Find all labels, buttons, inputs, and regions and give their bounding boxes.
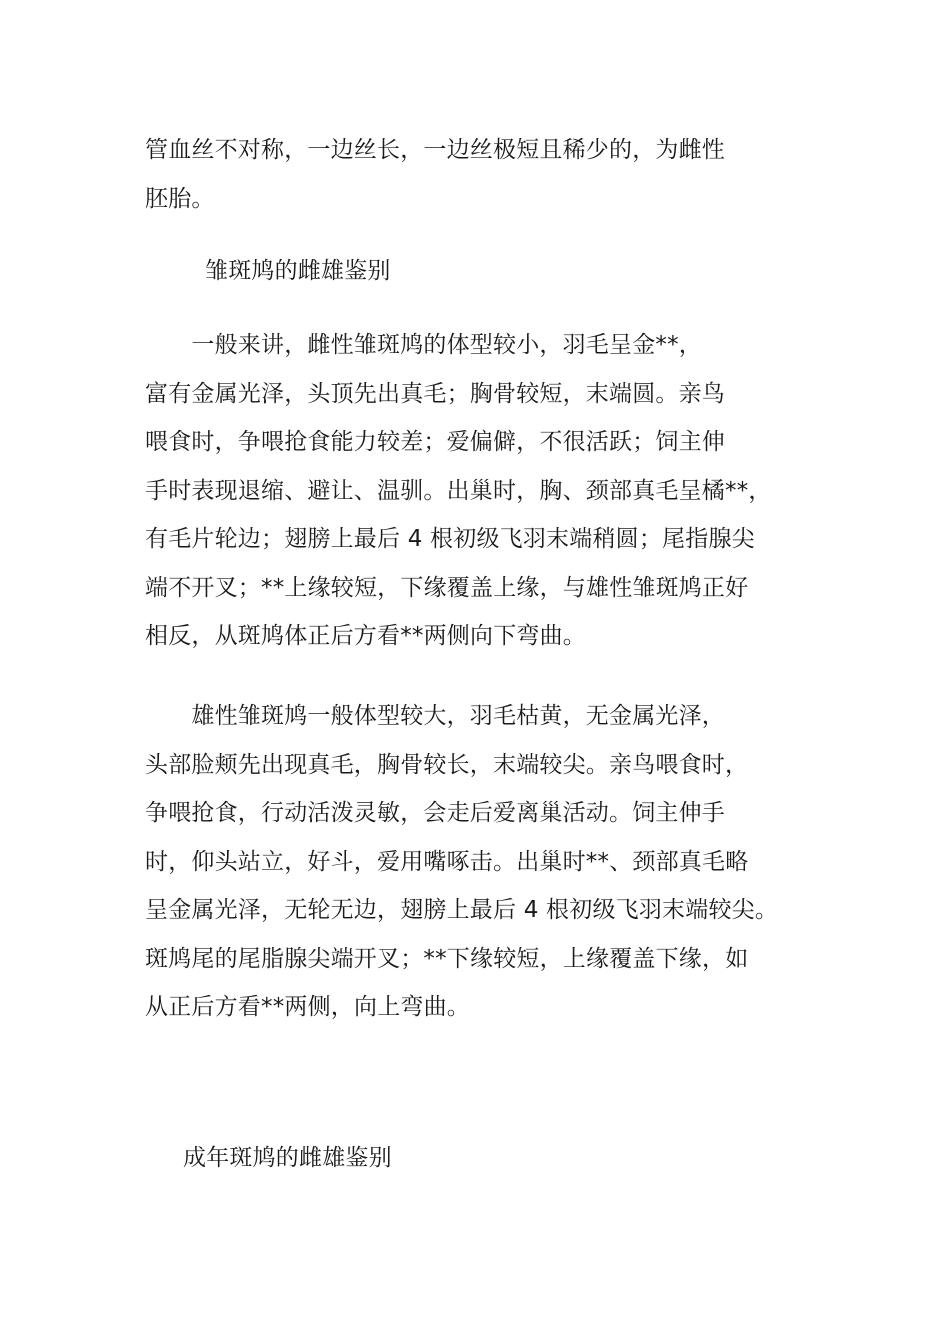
section-heading-adult-sexing: 成年斑鸠的雌雄鉴别 xyxy=(183,1145,392,1171)
text-line: 手时表现退缩、避让、温驯。出巢时，胸、颈部真毛呈橘**， xyxy=(145,477,772,504)
continuation-text xyxy=(145,126,835,223)
text-line: 富有金属光泽，头顶先出真毛；胸骨较短，末端圆。亲鸟 xyxy=(145,380,725,407)
paragraph-female-chick xyxy=(145,321,835,661)
text-line: 一般来讲，雌性雏斑鸠的体型较小，羽毛呈金**， xyxy=(145,332,702,358)
section-heading-chick-sexing: 雏斑鸠的雌雄鉴别 xyxy=(205,258,391,284)
text-line: 争喂抢食，行动活泼灵敏，会走后爱离巢活动。饲主伸手 xyxy=(145,800,725,826)
text-line: 胚胎。 xyxy=(145,185,215,212)
text-line: 时，仰头站立，好斗，爱用嘴啄击。出巢时**、颈部真毛略 xyxy=(145,848,749,875)
text-line: 斑鸠尾的尾脂腺尖端开叉；**下缘较短，上缘覆盖下缘，如 xyxy=(145,945,749,972)
text-line: 喂食时，争喂抢食能力较差；爱偏僻，不很活跃；饲主伸 xyxy=(145,429,725,455)
text-line: 相反，从斑鸠体正后方看**两侧向下弯曲。 xyxy=(145,623,586,649)
text-line: 从正后方看**两侧，向上弯曲。 xyxy=(145,994,470,1020)
text-line: 呈金属光泽，无轮无边，翅膀上最后 4 根初级飞羽末端较尖。 xyxy=(145,897,779,923)
text-line: 管血丝不对称，一边丝长，一边丝极短且稀少的，为雌性 xyxy=(145,137,725,163)
text-line: 头部脸颊先出现真毛，胸骨较长，末端较尖。亲鸟喂食时， xyxy=(145,751,749,778)
text-line: 有毛片轮边；翅膀上最后 4 根初级飞羽末端稍圆；尾指腺尖 xyxy=(145,526,755,552)
text-line: 雄性雏斑鸠一般体型较大，羽毛枯黄，无金属光泽， xyxy=(145,703,725,729)
paragraph-male-chick xyxy=(145,692,835,1032)
text-line: 端不开叉；**上缘较短，下缘覆盖上缘，与雄性雏斑鸠正好 xyxy=(145,574,749,601)
